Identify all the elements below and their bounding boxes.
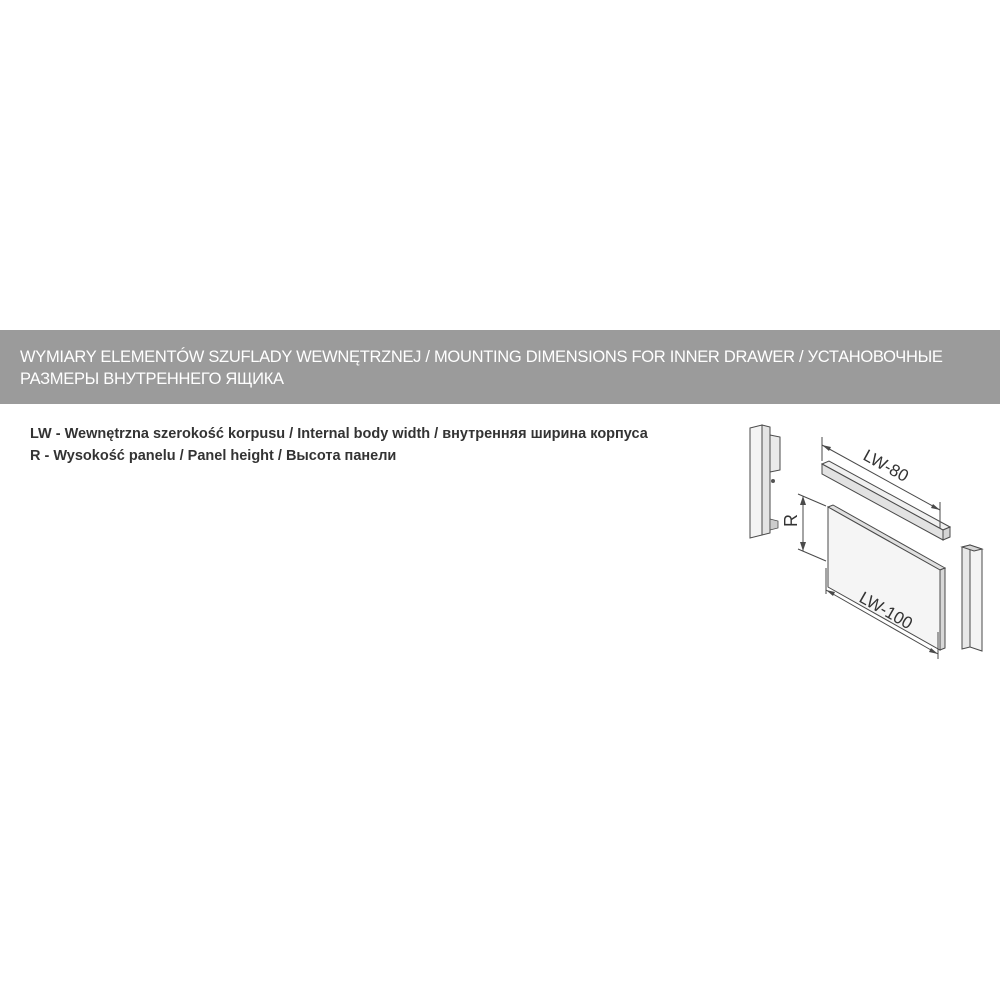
label-r: R: [781, 514, 801, 527]
label-lw80: LW-80: [860, 445, 912, 486]
legend: [30, 423, 648, 467]
title-line-2: РАЗМЕРЫ ВНУТРЕННЕГО ЯЩИКА: [20, 370, 284, 388]
legend-r: R - Wysokość panelu / Panel height / Высота панели: [30, 448, 397, 464]
label-lw100: LW-100: [856, 587, 916, 634]
drawer-diagram: [740, 415, 1000, 665]
left-side-panel: [750, 425, 780, 538]
drawer-drawing: [740, 415, 1000, 665]
legend-lw: LW - Wewnętrzna szerokość korpusu / Internal body width / внутренняя ширина корпуса: [30, 426, 648, 442]
title-band: [0, 330, 1000, 404]
dimension-r: [798, 494, 826, 561]
right-side-panel: [962, 545, 982, 651]
title-line-1: WYMIARY ELEMENTÓW SZUFLADY WEWNĘTRZNEJ / MOUNTING DIMENSIONS FOR INNER DRAWER / УСТАНОВОЧНЫЕ: [20, 348, 943, 366]
